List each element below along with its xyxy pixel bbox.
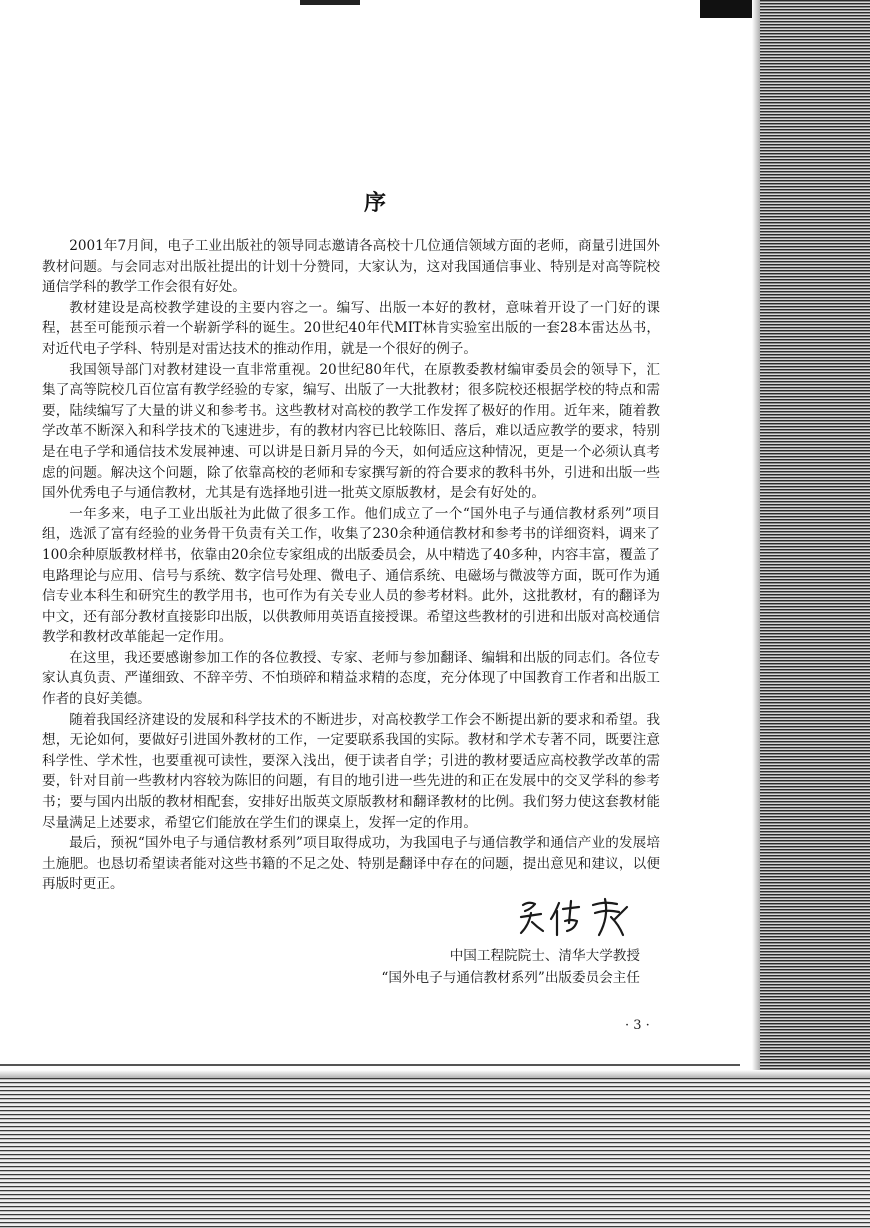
page-number: · 3 · bbox=[625, 1018, 650, 1033]
paragraph-7: 最后，预祝“国外电子与通信教材系列”项目取得成功，为我国电子与通信教学和通信产业的发展培土施肥。也恳切希望读者能对这些书籍的不足之处、特别是翻译中存在的问题，提出意见和建议，以便再版时更正。 bbox=[42, 835, 660, 893]
paragraph-2: 教材建设是高校教学建设的主要内容之一。编写、出版一本好的教材，意味着开设了一门好的课程，甚至可能预示着一个崭新学科的诞生。20世纪40年代MIT林肯实验室出版的一套28本雷达丛书，对近代电子学科、特别是对雷达技术的推动作用，就是一个很好的例子。 bbox=[42, 299, 660, 357]
scan-artifact-right bbox=[760, 0, 870, 1228]
paragraph-4: 一年多来，电子工业出版社为此做了很多工作。他们成立了一个“国外电子与通信教材系列”项目组，选派了富有经验的业务骨干负责有关工作，收集了230余种通信教材和参考书的详细资料，调来了100余种原版教材样书，依靠由20余位专家组成的出版委员会，从中精选了40多种，内容丰富，覆盖了电路理论与应用、信号与系统、数字信号处理、微电子、通信系统、电磁场与微波等方面，既可作为通信专业本科生和研究生的教学用书，也可作为有关专业人员的参考材料。此外，这批教材，有的翻译为中文，还有部分教材直接影印出版，以供教师用英语直接授课。希望这些教材的引进和出版对高校通信教学和教材改革能起一定作用。 bbox=[42, 505, 660, 646]
scan-artifact-bottom bbox=[0, 1078, 870, 1228]
page-title: 序 bbox=[363, 191, 386, 216]
preface-body bbox=[42, 236, 660, 895]
paragraph-6: 随着我国经济建设的发展和科学技术的不断进步，对高校教学工作会不断提出新的要求和希望。我想，无论如何，要做好引进国外教材的工作，一定要联系我国的实际。教材和学术专著不同，既要注意科学性、学术性，也要重视可读性，要深入浅出，便于读者自学；引进的教材要适应高校教学改革的需要，针对目前一些教材内容较为陈旧的问题，有目的地引进一些先进的和正在发展中的交叉学科的参考书；要与国内出版的教材相配套，安排好出版英文原版教材和翻译教材的比例。我们努力使这套教材能尽量满足上述要求，希望它们能放在学生们的课桌上，发挥一定的作用。 bbox=[42, 711, 660, 831]
signer-title: 中国工程院院士、清华大学教授 bbox=[449, 948, 640, 964]
paragraph-3: 我国领导部门对教材建设一直非常重视。20世纪80年代，在原教委教材编审委员会的领导下，汇集了高等院校几百位富有教学经验的专家，编写、出版了一大批教材；很多院校还根据学校的特点和需要，陆续编写了大量的讲义和参考书。这些教材对高校的教学工作发挥了极好的作用。近年来，随着教学改革不断深入和科学技术的飞速进步，有的教材内容已比较陈旧、落后，难以适应教学的要求，特别是在电子学和通信技术发展神速、可以讲是日新月异的今天，如何适应这种情况，更是一个必须认真考虑的问题。解决这个问题，除了依靠高校的老师和专家撰写新的符合要求的教科书外，引进和出版一些国外优秀电子与通信教材，尤其是有选择地引进一批英文原版教材，是会有好处的。 bbox=[42, 361, 660, 502]
paragraph-1: 2001年7月间，电子工业出版社的领导同志邀请各高校十几位通信领域方面的老师，商量引进国外教材问题。与会同志对出版社提出的计划十分赞同，大家认为，这对我国通信事业、特别是对高等院校通信学科的教学工作会很有好处。 bbox=[42, 238, 660, 296]
signer-role: “国外电子与通信教材系列”出版委员会主任 bbox=[381, 970, 640, 986]
paragraph-5: 在这里，我还要感谢参加工作的各位教授、专家、老师与参加翻译、编辑和出版的同志们。各位专家认真负责、严谨细致、不辞辛劳、不怕琐碎和精益求精的态度，充分体现了中国教育工作者和出版工作者的良好美德。 bbox=[42, 649, 660, 708]
handwritten-signature bbox=[515, 895, 635, 941]
scan-artifact-top-right bbox=[700, 0, 760, 18]
scan-artifact-top bbox=[300, 0, 360, 5]
scan-line-bottom bbox=[0, 1064, 740, 1066]
